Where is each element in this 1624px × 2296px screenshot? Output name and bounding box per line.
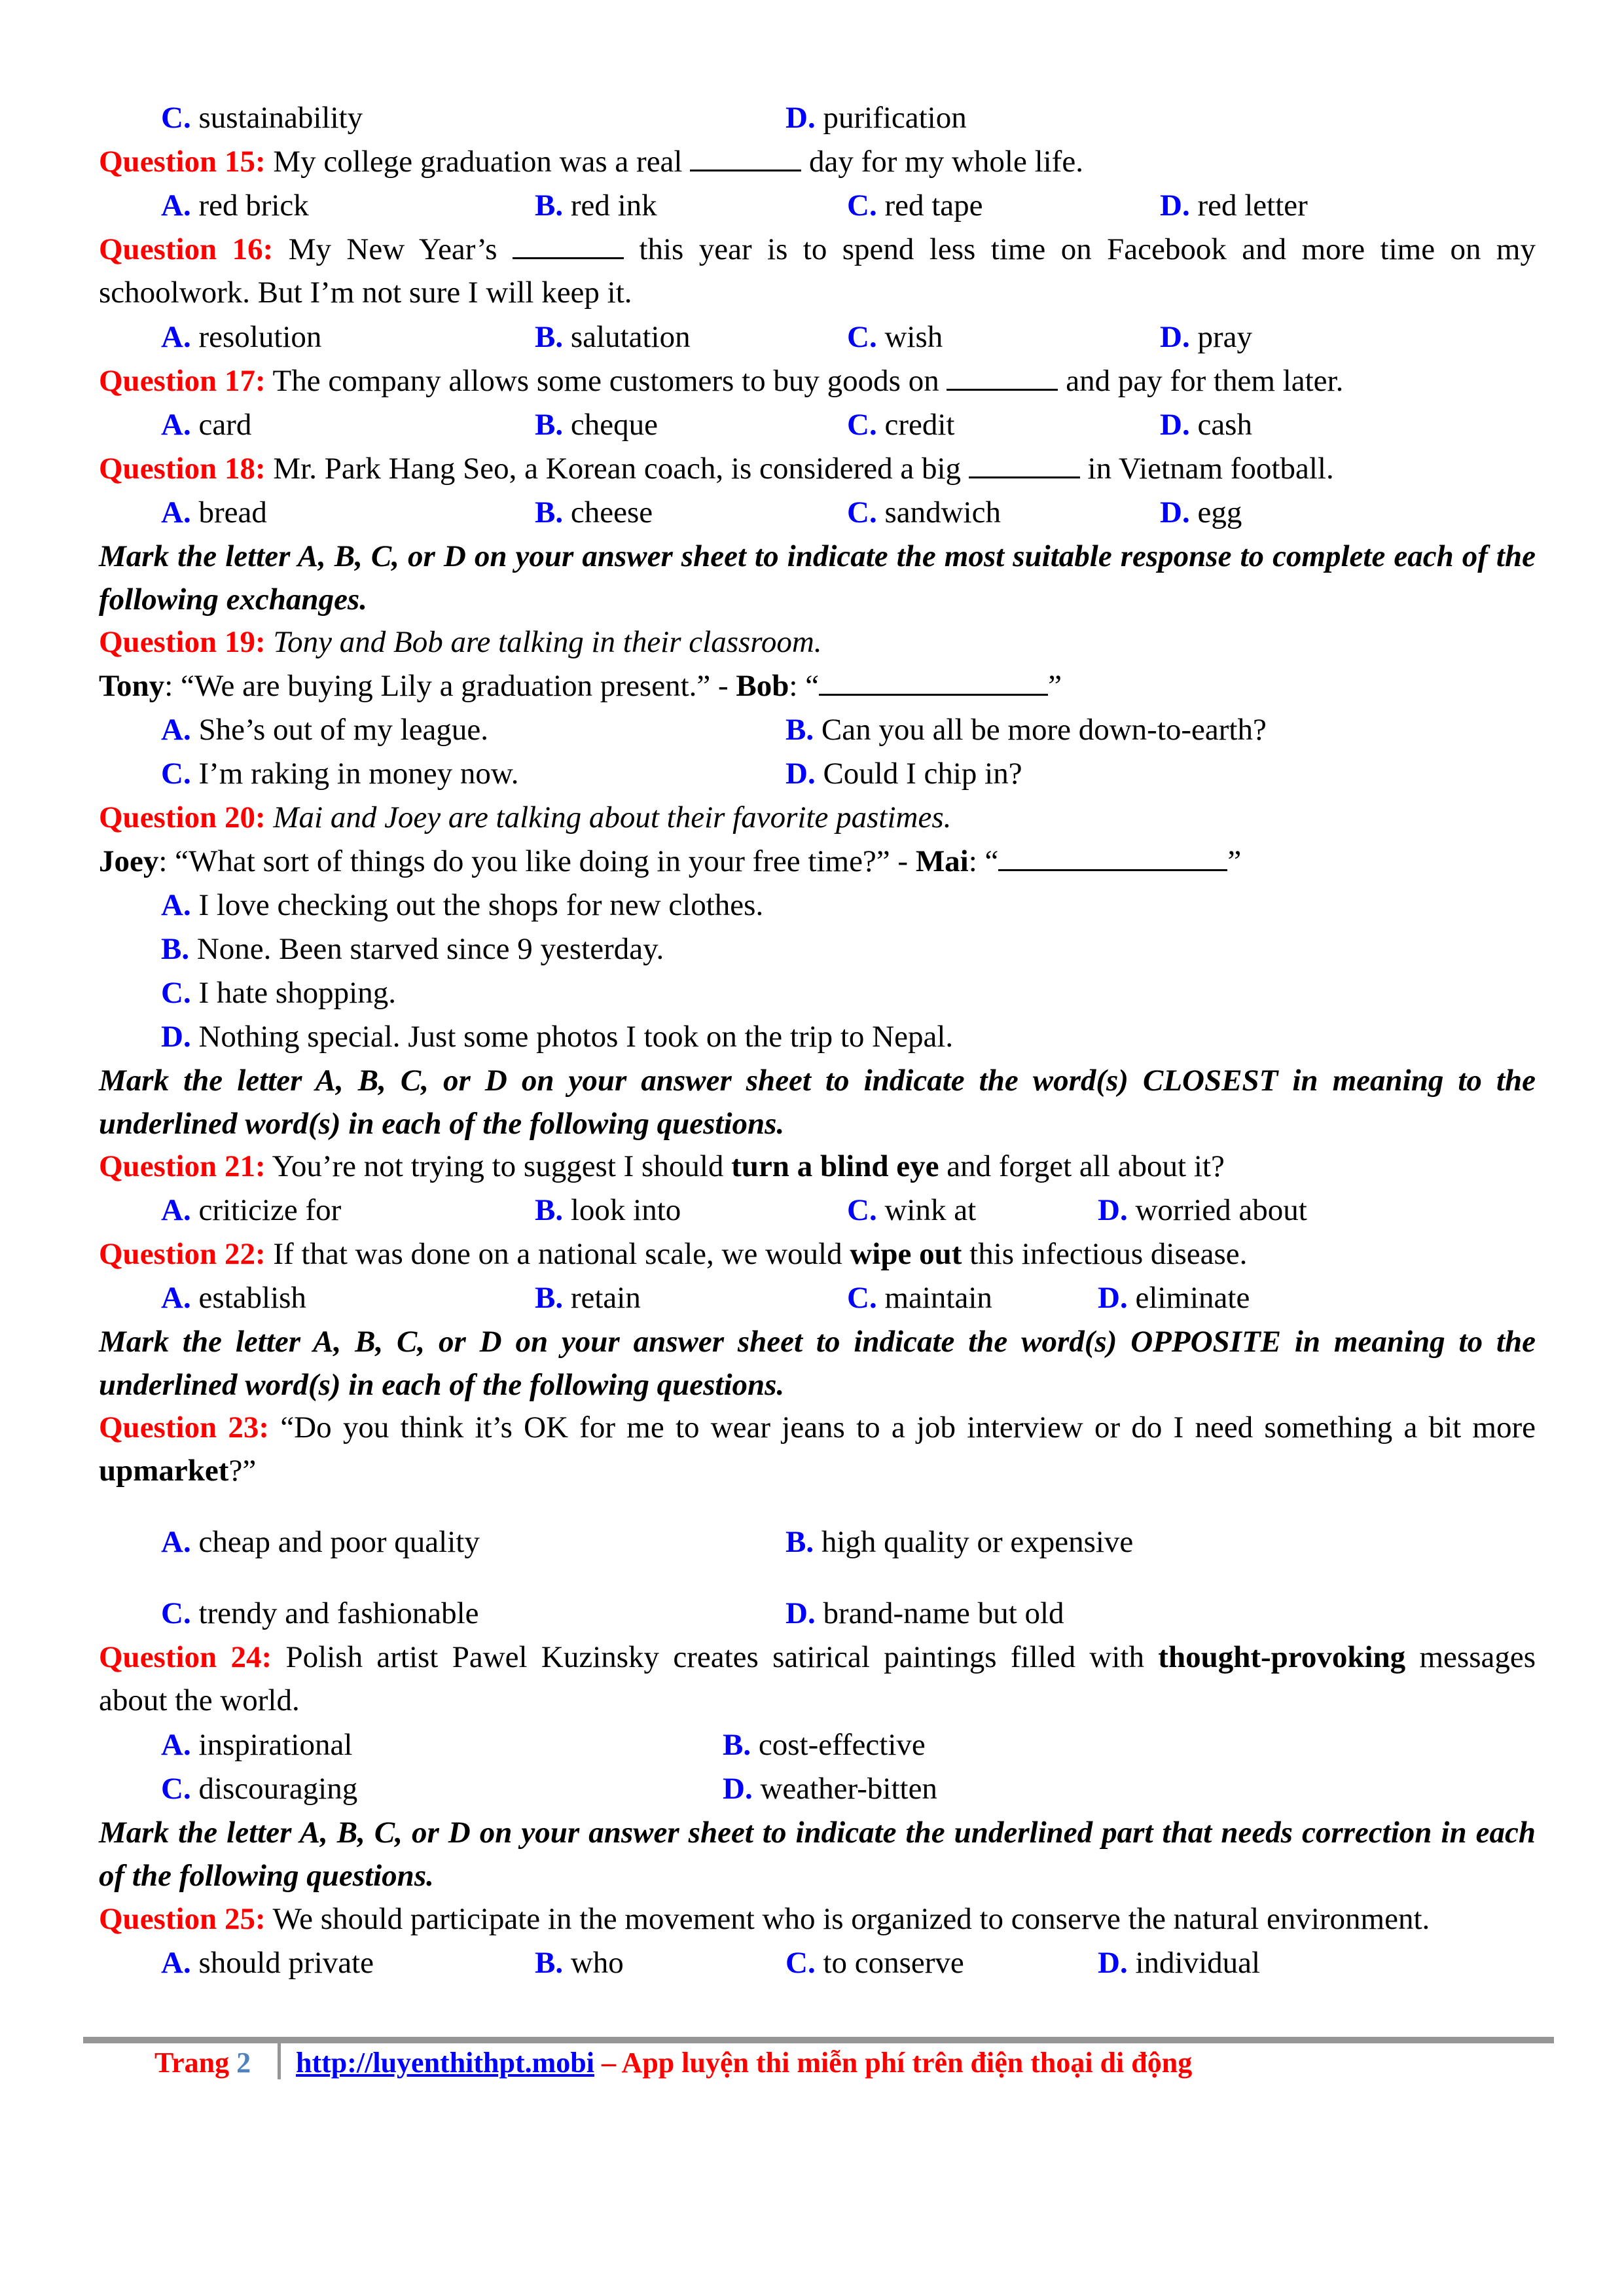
- target-phrase: turn a blind eye: [731, 1149, 939, 1183]
- question-21: [99, 1145, 1536, 1188]
- question-text: day for my whole life.: [801, 145, 1083, 179]
- option-c: [785, 1941, 964, 1984]
- option-text: red tape: [884, 188, 983, 223]
- option-letter: A.: [161, 713, 191, 747]
- dialogue-line: : “What sort of things do you like doing in your free time?” -: [158, 844, 916, 878]
- answer-blank: [513, 231, 624, 259]
- option-text: red brick: [198, 188, 309, 223]
- option-d: [1098, 1941, 1260, 1984]
- option-d: [1098, 1276, 1250, 1319]
- question-text: “Do you think it’s OK for me to wear jeans to a job interview or do I need something a bit more: [269, 1410, 1536, 1444]
- option-c: [847, 1189, 976, 1232]
- option-d: [785, 1592, 1064, 1635]
- answer-blank: [969, 450, 1080, 478]
- question-label: Question 23:: [99, 1410, 270, 1444]
- option-letter: A.: [161, 320, 191, 354]
- option-text: who: [570, 1946, 624, 1980]
- dialogue-line: : “We are buying Lily a graduation present.” -: [164, 669, 736, 703]
- option-letter: B.: [161, 932, 190, 966]
- option-d: [785, 752, 1022, 795]
- option-letter: D.: [785, 101, 816, 135]
- question-label: Question 20:: [99, 800, 266, 834]
- option-letter: B.: [535, 1193, 564, 1227]
- option-letter: D.: [1160, 408, 1190, 442]
- option-letter: C.: [847, 320, 877, 354]
- section-instruction-correction: Mark the letter A, B, C, or D on your answer sheet to indicate the underlined part that needs correction in each of the following questions.: [99, 1816, 1536, 1893]
- option-letter: D.: [1098, 1281, 1128, 1315]
- option-letter: C.: [847, 408, 877, 442]
- option-letter: A.: [161, 1728, 191, 1762]
- option-d: [99, 1015, 1598, 1058]
- option-b: [535, 315, 691, 359]
- option-text: cost-effective: [758, 1728, 926, 1762]
- q19-dialogue: [99, 664, 1536, 708]
- option-text: sandwich: [884, 495, 1001, 529]
- question-context: Mai and Joey are talking about their favorite pastimes.: [265, 800, 952, 834]
- footer-tagline: [296, 2046, 1192, 2079]
- option-text: bread: [198, 495, 267, 529]
- section-instruction-closest: Mark the letter A, B, C, or D on your answer sheet to indicate the word(s) CLOSEST in meaning to the underlined word(s) in each of the following questions.: [99, 1064, 1536, 1141]
- option-d: [1160, 315, 1252, 359]
- option-text: inspirational: [198, 1728, 353, 1762]
- option-b: [535, 491, 653, 534]
- speaker-name: Joey: [99, 844, 159, 878]
- option-c: [161, 1767, 357, 1810]
- option-b: [535, 1941, 624, 1984]
- answer-blank: [998, 843, 1227, 871]
- speaker-name: Mai: [915, 844, 969, 878]
- question-19: [99, 620, 1536, 664]
- option-letter: D.: [723, 1772, 753, 1806]
- option-letter: B.: [785, 713, 814, 747]
- page-label: Trang: [154, 2047, 237, 2079]
- question-label: Question 22:: [99, 1237, 266, 1271]
- question-text: We should participate in the movement who is organized to conserve the natural environment.: [265, 1902, 1430, 1936]
- option-letter: A.: [161, 1525, 191, 1559]
- option-b: [99, 927, 1598, 971]
- question-text: My New Year’s: [273, 232, 513, 266]
- option-text: red letter: [1197, 188, 1308, 223]
- question-text: Mr. Park Hang Seo, a Korean coach, is considered a big: [265, 452, 969, 486]
- option-letter: D.: [1160, 495, 1190, 529]
- option-a: [161, 1723, 352, 1767]
- option-letter: B.: [535, 1946, 564, 1980]
- dialogue-quote: ”: [1048, 669, 1062, 703]
- question-17: [99, 359, 1536, 403]
- option-letter: D.: [161, 1020, 191, 1054]
- option-text: high quality or expensive: [821, 1525, 1134, 1559]
- option-letter: D.: [1098, 1946, 1128, 1980]
- footer-separator: [278, 2043, 281, 2079]
- option-text: Could I chip in?: [823, 757, 1022, 791]
- option-letter: B.: [535, 408, 564, 442]
- option-text: individual: [1135, 1946, 1261, 1980]
- option-text: None. Been starved since 9 yesterday.: [196, 932, 664, 966]
- question-15: [99, 140, 1536, 183]
- option-text: cheap and poor quality: [198, 1525, 480, 1559]
- section-instruction-opposite: Mark the letter A, B, C, or D on your answer sheet to indicate the word(s) OPPOSITE in meaning to the underlined word(s) in each of the following questions.: [99, 1325, 1536, 1402]
- target-phrase: upmarket: [99, 1454, 229, 1488]
- section-instruction-exchanges: Mark the letter A, B, C, or D on your answer sheet to indicate the most suitable response to complete each of the following exchanges.: [99, 539, 1536, 617]
- option-c: [161, 1592, 479, 1635]
- option-letter: C.: [785, 1946, 816, 1980]
- option-text: cheese: [570, 495, 653, 529]
- footer-divider: [83, 2037, 1554, 2043]
- option-letter: C.: [161, 1772, 191, 1806]
- target-phrase: wipe out: [850, 1237, 962, 1271]
- option-b: [785, 1520, 1133, 1564]
- question-label: Question 15:: [99, 145, 266, 179]
- option-text: pray: [1197, 320, 1252, 354]
- option-text: cash: [1197, 408, 1252, 442]
- option-text: purification: [823, 101, 967, 135]
- question-text: and forget all about it?: [939, 1149, 1225, 1183]
- option-text: She’s out of my league.: [198, 713, 488, 747]
- question-text: this infectious disease.: [962, 1237, 1248, 1271]
- option-letter: D.: [785, 757, 816, 791]
- option-text: brand-name but old: [823, 1596, 1064, 1630]
- option-text: maintain: [884, 1281, 992, 1315]
- question-text: messages about the world.: [99, 1640, 1536, 1717]
- option-a: [161, 1276, 306, 1319]
- option-d: [1160, 184, 1308, 227]
- question-context: Tony and Bob are talking in their classroom.: [265, 625, 822, 659]
- option-a: [161, 1520, 480, 1564]
- option-text: criticize for: [198, 1193, 342, 1227]
- question-text: The company allows some customers to buy goods on: [265, 364, 947, 398]
- option-a: [161, 491, 267, 534]
- question-text: If that was done on a national scale, we would: [265, 1237, 850, 1271]
- option-text: Can you all be more down-to-earth?: [821, 713, 1267, 747]
- option-b: [785, 708, 1267, 751]
- option-c: [161, 96, 363, 139]
- question-text: this year is to spend less time on Facebook and more time on my schoolwork. But I’m not sure I will keep it.: [99, 232, 1536, 310]
- question-22: [99, 1232, 1536, 1276]
- option-d: [1098, 1189, 1307, 1232]
- option-text: trendy and fashionable: [198, 1596, 479, 1630]
- speaker-name: Bob: [736, 669, 789, 703]
- option-text: egg: [1197, 495, 1242, 529]
- option-letter: A.: [161, 1193, 191, 1227]
- dialogue-quote: : “: [968, 844, 999, 878]
- option-text: weather-bitten: [760, 1772, 937, 1806]
- question-text: and pay for them later.: [1058, 364, 1344, 398]
- option-text: retain: [570, 1281, 641, 1315]
- option-text: eliminate: [1135, 1281, 1250, 1315]
- option-letter: B.: [535, 188, 564, 223]
- question-label: Question 17:: [99, 364, 266, 398]
- answer-blank: [819, 668, 1048, 696]
- option-a: [161, 1189, 341, 1232]
- option-a: [161, 315, 321, 359]
- option-letter: C.: [847, 1281, 877, 1315]
- option-a: [161, 403, 251, 446]
- option-c: [847, 403, 954, 446]
- option-a: [161, 708, 488, 751]
- option-letter: A.: [161, 408, 191, 442]
- dialogue-quote: : “: [789, 669, 820, 703]
- option-letter: D.: [785, 1596, 816, 1630]
- page-number: [154, 2046, 251, 2079]
- option-c: [847, 315, 943, 359]
- option-letter: C.: [847, 188, 877, 223]
- option-letter: D.: [1160, 188, 1190, 223]
- option-letter: B.: [723, 1728, 751, 1762]
- option-text: red ink: [570, 188, 657, 223]
- option-letter: A.: [161, 888, 191, 922]
- option-letter: A.: [161, 495, 191, 529]
- option-text: to conserve: [823, 1946, 964, 1980]
- option-letter: C.: [161, 757, 191, 791]
- speaker-name: Tony: [99, 669, 165, 703]
- option-letter: B.: [535, 320, 564, 354]
- option-text: wish: [884, 320, 943, 354]
- option-text: worried about: [1135, 1193, 1307, 1227]
- option-text: should private: [198, 1946, 374, 1980]
- option-text: I hate shopping.: [198, 976, 396, 1010]
- question-label: Question 19:: [99, 625, 266, 659]
- question-label: Question 16:: [99, 232, 274, 266]
- question-16: [99, 228, 1536, 314]
- option-b: [535, 184, 657, 227]
- option-text: cheque: [570, 408, 658, 442]
- option-b: [723, 1723, 926, 1767]
- option-letter: B.: [535, 495, 564, 529]
- option-text: credit: [884, 408, 955, 442]
- option-text: I’m raking in money now.: [198, 757, 519, 791]
- question-23: [99, 1406, 1536, 1492]
- option-text: card: [198, 408, 252, 442]
- option-d: [1160, 403, 1252, 446]
- option-b: [535, 403, 658, 446]
- question-20: [99, 796, 1536, 839]
- question-text: in Vietnam football.: [1079, 452, 1334, 486]
- footer-tagline-text: – App luyện thi miễn phí trên điện thoại di động: [594, 2047, 1193, 2079]
- answer-blank: [947, 363, 1058, 391]
- q20-dialogue: [99, 840, 1536, 883]
- option-letter: A.: [161, 1281, 191, 1315]
- option-text: wink at: [884, 1193, 977, 1227]
- target-phrase: thought-provoking: [1158, 1640, 1406, 1674]
- option-text: salutation: [570, 320, 691, 354]
- question-text: ?”: [228, 1454, 257, 1488]
- option-c: [847, 184, 983, 227]
- option-a: [161, 184, 309, 227]
- option-text: Nothing special. Just some photos I took on the trip to Nepal.: [198, 1020, 954, 1054]
- option-letter: A.: [161, 188, 191, 223]
- option-text: I love checking out the shops for new clothes.: [198, 888, 764, 922]
- option-letter: D.: [1160, 320, 1190, 354]
- option-letter: B.: [535, 1281, 564, 1315]
- option-d: [785, 96, 967, 139]
- question-text: Polish artist Pawel Kuzinsky creates satirical paintings filled with: [272, 1640, 1159, 1674]
- option-letter: C.: [161, 101, 191, 135]
- option-text: resolution: [198, 320, 322, 354]
- question-25: [99, 1897, 1536, 1941]
- website-link[interactable]: http://luyenthithpt.mobi: [296, 2047, 594, 2079]
- option-letter: A.: [161, 1946, 191, 1980]
- option-letter: C.: [161, 1596, 191, 1630]
- question-text: You’re not trying to suggest I should: [265, 1149, 732, 1183]
- option-text: establish: [198, 1281, 306, 1315]
- question-label: Question 24:: [99, 1640, 272, 1674]
- question-text: My college graduation was a real: [265, 145, 691, 179]
- option-d: [723, 1767, 937, 1810]
- question-18: [99, 447, 1536, 490]
- option-letter: C.: [161, 976, 191, 1010]
- option-letter: C.: [847, 495, 877, 529]
- page-number-value: 2: [236, 2047, 251, 2079]
- question-label: Question 18:: [99, 452, 266, 486]
- option-text: discouraging: [198, 1772, 358, 1806]
- option-c: [847, 491, 1001, 534]
- option-text: look into: [570, 1193, 681, 1227]
- option-a: [161, 1941, 374, 1984]
- answer-blank: [690, 143, 801, 171]
- dialogue-quote: ”: [1227, 844, 1242, 878]
- question-24: [99, 1636, 1536, 1722]
- option-a: [99, 884, 1598, 927]
- option-letter: B.: [785, 1525, 814, 1559]
- option-c: [99, 971, 1598, 1014]
- question-label: Question 21:: [99, 1149, 266, 1183]
- option-text: sustainability: [198, 101, 363, 135]
- question-label: Question 25:: [99, 1902, 266, 1936]
- option-b: [535, 1276, 641, 1319]
- option-c: [161, 752, 519, 795]
- option-b: [535, 1189, 681, 1232]
- option-letter: C.: [847, 1193, 877, 1227]
- option-c: [847, 1276, 992, 1319]
- option-letter: D.: [1098, 1193, 1128, 1227]
- option-d: [1160, 491, 1242, 534]
